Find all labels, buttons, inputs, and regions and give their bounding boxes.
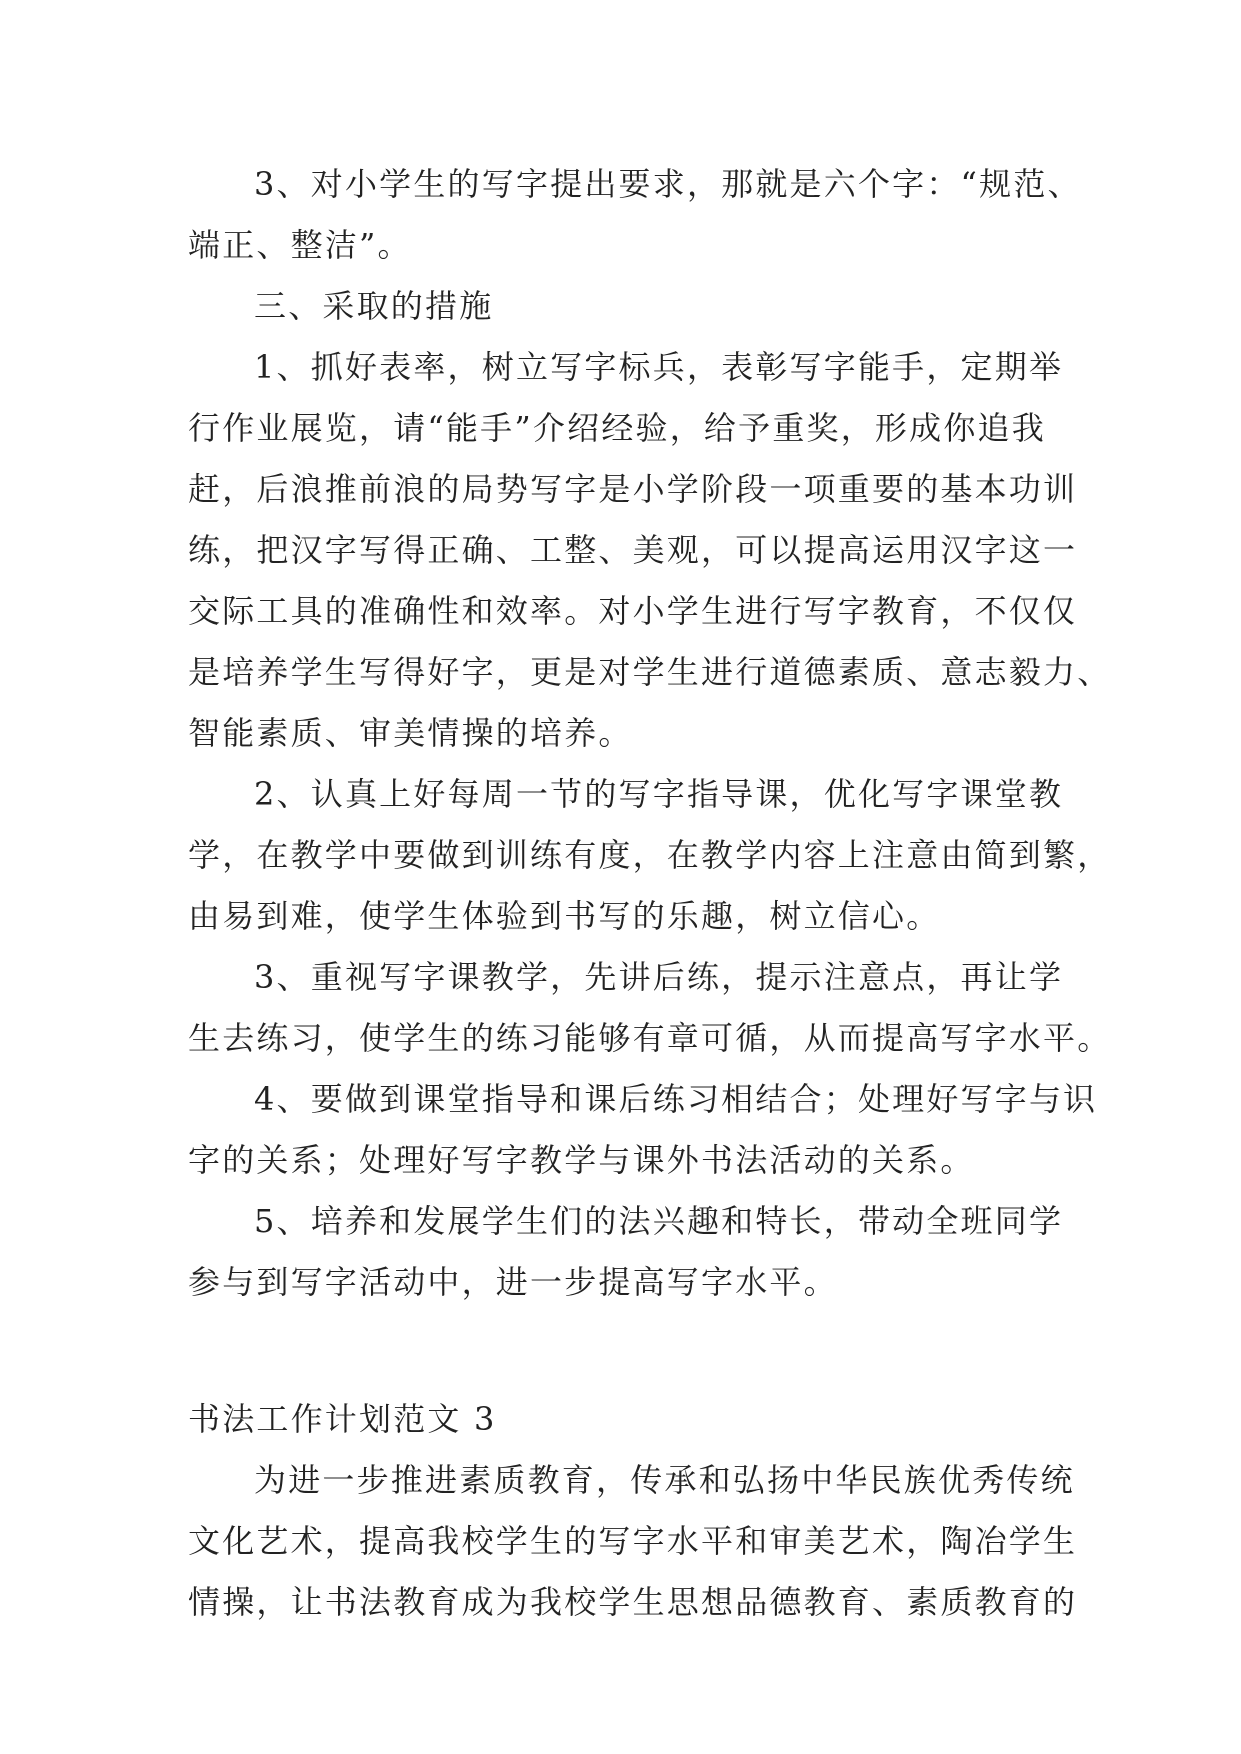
paragraph-line: 由易到难，使学生体验到书写的乐趣，树立信心。 [188, 897, 941, 935]
paragraph-line: 3、重视写字课教学，先讲后练，提示注意点，再让学 [254, 958, 1064, 996]
paragraph-line: 是培养学生写得好字，更是对学生进行道德素质、意志毅力、 [188, 653, 1112, 691]
paragraph-line: 智能素质、审美情操的培养。 [188, 714, 633, 752]
paragraph-line: 参与到写字活动中，进一步提高写字水平。 [188, 1263, 838, 1301]
paragraph-line: 2、认真上好每周一节的写字指导课，优化写字课堂教 [254, 775, 1064, 813]
paragraph-line: 1、抓好表率，树立写字标兵，表彰写字能手，定期举 [254, 348, 1064, 386]
paragraph-line: 字的关系；处理好写字教学与课外书法活动的关系。 [188, 1141, 975, 1179]
paragraph-line: 5、培养和发展学生们的法兴趣和特长，带动全班同学 [254, 1202, 1064, 1240]
paragraph-line: 练，把汉字写得正确、工整、美观，可以提高运用汉字这一 [188, 531, 1078, 569]
paragraph-line: 端正、整洁”。 [188, 226, 412, 264]
paragraph-line: 4、要做到课堂指导和课后练习相结合；处理好写字与识 [254, 1080, 1098, 1118]
section-heading: 三、采取的措施 [254, 287, 494, 325]
paragraph-line: 交际工具的准确性和效率。对小学生进行写字教育，不仅仅 [188, 592, 1078, 630]
section-title: 书法工作计划范文 3 [188, 1400, 497, 1438]
paragraph-line: 生去练习，使学生的练习能够有章可循，从而提高写字水平。 [188, 1019, 1112, 1057]
paragraph-line: 3、对小学生的写字提出要求，那就是六个字：“规范、 [254, 165, 1082, 203]
paragraph-line: 行作业展览，请“能手”介绍经验，给予重奖，形成你追我 [188, 409, 1046, 447]
paragraph-line: 为进一步推进素质教育，传承和弘扬中华民族优秀传统 [254, 1461, 1075, 1499]
document-body [188, 154, 1112, 1633]
paragraph-line: 学，在教学中要做到训练有度，在教学内容上注意由简到繁， [188, 836, 1112, 874]
paragraph-line: 赶，后浪推前浪的局势写字是小学阶段一项重要的基本功训 [188, 470, 1078, 508]
paragraph-line: 情操，让书法教育成为我校学生思想品德教育、素质教育的 [188, 1583, 1078, 1621]
paragraph-line: 文化艺术，提高我校学生的写字水平和审美艺术，陶冶学生 [188, 1522, 1078, 1560]
section-spacer [188, 1313, 1068, 1389]
